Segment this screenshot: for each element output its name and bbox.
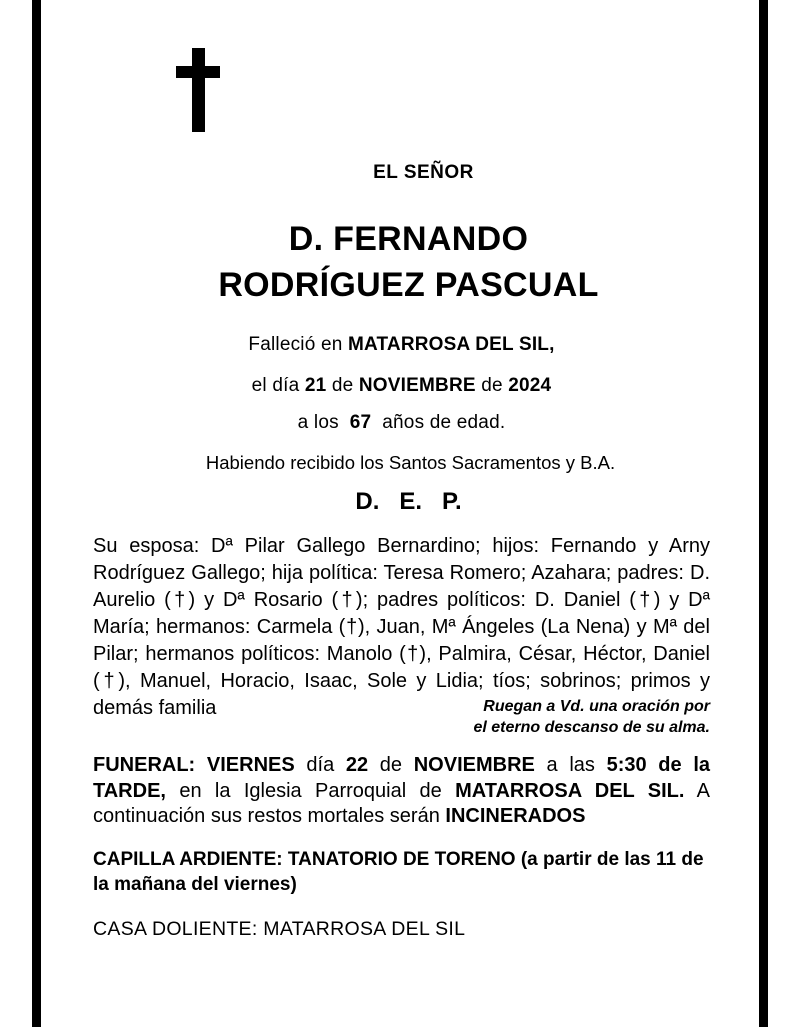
wake-chapel-notice: CAPILLA ARDIENTE: TANATORIO DE TORENO (a partir de las 11 de la mañana del viernes) [93,849,704,895]
prayer-line1: Ruegan a Vd. una oración por [483,698,710,715]
text-segment: A continuación sus restos mortales serán [93,779,711,827]
text-segment: FUNERAL: VIERNES [93,754,295,776]
sacraments-line: Habiendo recibido los Santos Sacramentos y B.A. [205,452,616,473]
text-segment: 2024 [508,375,552,396]
text-segment: día [294,754,346,776]
dep-abbreviation: D. E. P. [355,488,462,515]
family-paragraph: Su esposa: Dª Pilar Gallego Bernardino; hijos: Fernando y Arny Rodríguez Gallego; hija política: Teresa Romero; Azahara; padres: D. Aurelio (†) y Dª Rosario (†); padres políticos: D. Daniel (†) y Dª María; hermanos: Carmela (†), Juan, Mª Ángeles (La Nena) y Mª del Pilar; hermanos políticos: Manolo (†), Palmira, César, Héctor, Daniel (†), Manuel, Horacio, Isaac, Sole y Lidia; tíos; sobrinos; primos y demás familia [93,535,710,719]
funeral-notice [93,753,710,830]
text-segment: el día [251,375,305,396]
text-segment: MATARROSA DEL SIL, [347,334,555,355]
text-segment: de [368,754,414,776]
cross-horizontal-bar [176,66,220,78]
left-border-rule [32,0,41,1027]
prayer-text [93,696,710,738]
text-segment: a las [534,754,607,776]
deceased-name-line1: D. FERNANDO [288,220,529,258]
text-segment: 5:30 de la TARDE, [93,754,711,802]
latin-cross-icon [176,48,220,132]
text-segment: 22 [345,754,369,776]
death-date-line [93,375,710,397]
text-segment: 67 [349,412,372,433]
header-title: EL SEÑOR [373,162,474,183]
text-segment: a los [297,412,350,433]
text-segment: MATARROSA DEL SIL. [455,779,685,802]
text-segment: NOVIEMBRE [413,754,535,776]
text-segment: INCINERADOS [445,805,586,827]
mourning-house-line: CASA DOLIENTE: MATARROSA DEL SIL [93,918,466,940]
text-segment: de [326,375,359,396]
text-segment: de [475,375,509,396]
text-segment: NOVIEMBRE [358,375,476,396]
text-segment: años de edad. [371,412,506,433]
cross-vertical-bar [192,48,205,132]
death-place-line [93,334,710,356]
text-segment: Falleció en [248,334,348,355]
deceased-name-line2: RODRÍGUEZ PASCUAL [218,266,599,304]
right-border-rule [759,0,768,1027]
prayer-line2: el eterno descanso de su alma. [473,719,710,736]
deceased-name [93,216,710,308]
text-segment: en la Iglesia Parroquial de [165,779,456,802]
age-line [93,412,710,434]
text-segment: 21 [304,375,327,396]
